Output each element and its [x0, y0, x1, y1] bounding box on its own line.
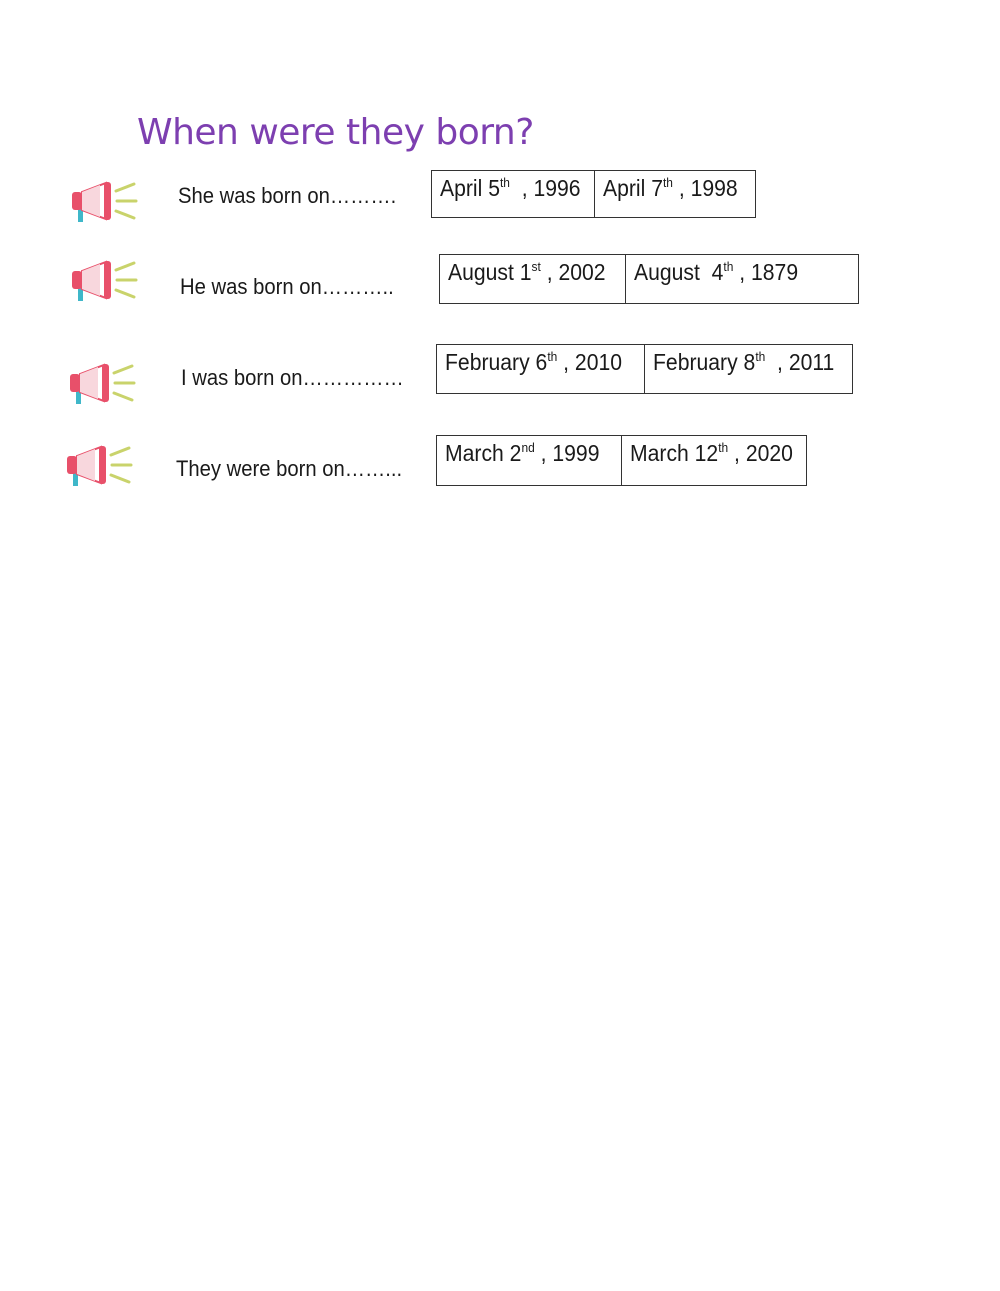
prompt-they: They were born on……...: [176, 456, 403, 481]
option-march-12-2020[interactable]: March 12th , 2020: [621, 436, 815, 485]
options-row-3: [436, 344, 853, 394]
option-april-5-1996[interactable]: April 5th , 1996: [440, 175, 581, 201]
megaphone-icon[interactable]: [68, 259, 140, 305]
prompt-i: I was born on……………: [181, 365, 404, 390]
options-row-2: [439, 254, 859, 304]
megaphone-icon[interactable]: [68, 180, 140, 226]
options-row-4: [436, 435, 807, 486]
page-title: When were they born?: [137, 112, 534, 153]
option-august-4-1879[interactable]: August 4th , 1879: [625, 255, 858, 303]
option-february-6-2010[interactable]: February 6th , 2010: [445, 349, 623, 375]
megaphone-icon[interactable]: [66, 362, 138, 408]
option-april-7-1998[interactable]: April 7th , 1998: [594, 171, 757, 217]
option-february-8-2011[interactable]: February 8th , 2011: [644, 345, 858, 393]
option-march-2-1999[interactable]: March 2nd , 1999: [445, 440, 600, 466]
prompt-he: He was born on………..: [180, 274, 394, 299]
options-row-1: [431, 170, 756, 218]
prompt-she: She was born on……….: [178, 183, 397, 208]
option-august-1-2002[interactable]: August 1st , 2002: [448, 259, 606, 285]
megaphone-icon[interactable]: [63, 444, 135, 490]
